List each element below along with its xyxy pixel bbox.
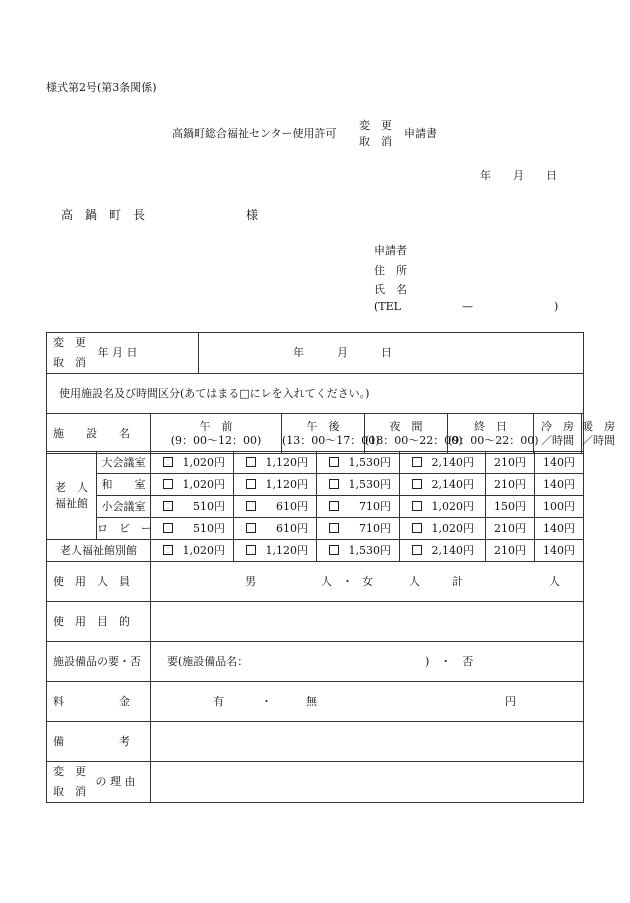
equipment-close: ) ・ 否 bbox=[425, 655, 474, 668]
checkbox-icon[interactable] bbox=[329, 501, 339, 511]
fee-yes[interactable]: 有 bbox=[213, 695, 224, 708]
checkbox-icon[interactable] bbox=[163, 501, 173, 511]
fee-night[interactable] bbox=[317, 540, 400, 562]
fee-value: 2,140円 bbox=[431, 543, 474, 557]
checkbox-icon[interactable] bbox=[329, 545, 339, 555]
reason-label-cell bbox=[47, 762, 151, 803]
fee-morning[interactable] bbox=[151, 496, 234, 518]
fee-value: 1,020円 bbox=[182, 543, 225, 557]
fee-allday[interactable] bbox=[400, 540, 486, 562]
col-afternoon-time: (13：00〜17：00) bbox=[282, 433, 380, 447]
col-morning bbox=[151, 414, 282, 454]
checkbox-icon[interactable] bbox=[246, 523, 256, 533]
fee-value: 510円 bbox=[193, 521, 225, 535]
fee-row-japanese-room bbox=[47, 474, 584, 496]
row-reason bbox=[47, 762, 584, 803]
col-cooling-unit: ／時間 bbox=[541, 433, 574, 447]
room-name: 和 室 bbox=[97, 474, 151, 496]
group-name-cell bbox=[47, 452, 97, 540]
notes-field[interactable] bbox=[151, 722, 584, 762]
row-users bbox=[47, 562, 584, 602]
date-label: 年 月 日 bbox=[97, 346, 138, 359]
fee-value: 610円 bbox=[276, 499, 308, 513]
fee-value: 1,120円 bbox=[265, 477, 308, 491]
instruction-text: 使用施設名及び時間区分(あてはまる□にレを入れてください。) bbox=[47, 374, 584, 414]
fee-allday[interactable] bbox=[400, 496, 486, 518]
fee-value: 510円 bbox=[193, 499, 225, 513]
checkbox-icon[interactable] bbox=[329, 479, 339, 489]
fee-afternoon[interactable] bbox=[234, 496, 317, 518]
facility-header: 施 設 名 bbox=[47, 414, 151, 454]
checkbox-icon[interactable] bbox=[163, 545, 173, 555]
row-fee bbox=[47, 682, 584, 722]
fee-afternoon[interactable] bbox=[234, 518, 317, 540]
col-heating-name: 暖 房 bbox=[582, 419, 615, 433]
fee-cooling: 210円 bbox=[486, 518, 535, 540]
addressee: 高 鍋 町 長 bbox=[61, 208, 146, 222]
applicant-name-label: 氏 名 bbox=[374, 283, 407, 296]
col-afternoon bbox=[282, 414, 380, 454]
reason-label: の 理 由 bbox=[95, 775, 136, 788]
title-prefix: 高鍋町総合福祉センター使用許可 bbox=[172, 127, 337, 140]
total-label: 計 bbox=[452, 575, 463, 588]
date-line: 年 月 日 bbox=[480, 169, 557, 182]
row-instruction bbox=[47, 374, 584, 414]
checkbox-icon[interactable] bbox=[412, 457, 422, 467]
female-label: 女 bbox=[362, 575, 373, 588]
row-column-headers bbox=[47, 414, 584, 454]
applicant-address-label: 住 所 bbox=[374, 264, 407, 277]
fee-value: 1,120円 bbox=[265, 543, 308, 557]
fee-cooling: 210円 bbox=[486, 452, 535, 474]
room-name: 大会議室 bbox=[97, 452, 151, 474]
col-allday bbox=[448, 414, 539, 454]
title-change: 変 更 bbox=[359, 119, 392, 132]
fee-cooling: 150円 bbox=[486, 496, 535, 518]
fee-value: 710円 bbox=[359, 521, 391, 535]
col-allday-time: (9：00〜22：00) bbox=[448, 433, 539, 447]
col-heating-unit: ／時間 bbox=[582, 433, 615, 447]
purpose-field[interactable] bbox=[151, 602, 584, 642]
change-date-field[interactable]: 年 月 日 bbox=[199, 333, 584, 374]
row-notes bbox=[47, 722, 584, 762]
col-cooling-name: 冷 房 bbox=[541, 419, 574, 433]
fee-morning[interactable] bbox=[151, 540, 234, 562]
fee-value: 1,020円 bbox=[431, 521, 474, 535]
fee-morning[interactable] bbox=[151, 518, 234, 540]
users-label: 使 用 人 員 bbox=[47, 562, 151, 602]
person-label: 人 bbox=[549, 575, 560, 588]
fee-value: 710円 bbox=[359, 499, 391, 513]
checkbox-icon[interactable] bbox=[412, 545, 422, 555]
fee-night[interactable] bbox=[317, 452, 400, 474]
checkbox-icon[interactable] bbox=[412, 523, 422, 533]
col-afternoon-name: 午 後 bbox=[306, 419, 340, 433]
checkbox-icon[interactable] bbox=[246, 501, 256, 511]
checkbox-icon[interactable] bbox=[163, 457, 173, 467]
fee-value: 1,020円 bbox=[182, 477, 225, 491]
fee-heating: 140円 bbox=[535, 474, 584, 496]
annex-name: 老人福祉館別館 bbox=[47, 540, 151, 562]
honorific: 様 bbox=[246, 208, 259, 222]
row-change-date bbox=[47, 333, 584, 374]
form-number: 様式第2号(第3条関係) bbox=[46, 81, 157, 94]
col-night bbox=[365, 414, 463, 454]
application-form-table bbox=[46, 332, 615, 454]
group-name: 老 人 福祉館 bbox=[55, 480, 88, 510]
col-cooling bbox=[534, 414, 582, 454]
fee-value: 1,120円 bbox=[265, 455, 308, 469]
purpose-label: 使 用 目 的 bbox=[47, 602, 151, 642]
col-morning-name: 午 前 bbox=[199, 419, 233, 433]
fee-value: 2,140円 bbox=[431, 455, 474, 469]
fee-morning[interactable] bbox=[151, 474, 234, 496]
checkbox-icon[interactable] bbox=[246, 457, 256, 467]
person-label: 人 bbox=[409, 575, 420, 588]
change-label: 変 更 bbox=[53, 336, 86, 349]
title-suffix: 申請書 bbox=[404, 127, 437, 140]
checkbox-icon[interactable] bbox=[412, 501, 422, 511]
fee-allday[interactable] bbox=[400, 474, 486, 496]
fee-no[interactable]: 無 bbox=[306, 695, 317, 708]
fee-allday[interactable] bbox=[400, 452, 486, 474]
checkbox-icon[interactable] bbox=[329, 457, 339, 467]
checkbox-icon[interactable] bbox=[246, 545, 256, 555]
room-name: 小会議室 bbox=[97, 496, 151, 518]
equipment-label: 施設備品の要・否 bbox=[47, 642, 151, 682]
col-heating bbox=[582, 414, 615, 454]
fee-night[interactable] bbox=[317, 474, 400, 496]
row-equipment bbox=[47, 642, 584, 682]
fee-night[interactable] bbox=[317, 496, 400, 518]
applicant-tel-close: ) bbox=[554, 300, 559, 313]
col-allday-name: 終 日 bbox=[474, 419, 507, 433]
fee-value: 1,530円 bbox=[348, 455, 391, 469]
checkbox-icon[interactable] bbox=[329, 523, 339, 533]
col-night-time: (18：00〜22：00) bbox=[365, 433, 463, 447]
reason-field[interactable] bbox=[151, 762, 584, 803]
fee-value: 1,530円 bbox=[348, 477, 391, 491]
change-cancel-date-label bbox=[47, 333, 199, 374]
fee-row-annex bbox=[47, 540, 584, 562]
title-cancel: 取 消 bbox=[359, 135, 392, 148]
change-label: 変 更 bbox=[53, 765, 86, 778]
fee-heating: 140円 bbox=[535, 518, 584, 540]
fee-morning[interactable] bbox=[151, 452, 234, 474]
fee-value: 1,020円 bbox=[182, 455, 225, 469]
cancel-label: 取 消 bbox=[53, 356, 86, 369]
checkbox-icon[interactable] bbox=[163, 523, 173, 533]
fee-heating: 140円 bbox=[535, 452, 584, 474]
fee-value: 2,140円 bbox=[431, 477, 474, 491]
fee-allday[interactable] bbox=[400, 518, 486, 540]
person-label: 人 bbox=[321, 575, 332, 588]
applicant-label: 申請者 bbox=[374, 244, 407, 257]
checkbox-icon[interactable] bbox=[163, 479, 173, 489]
row-purpose bbox=[47, 602, 584, 642]
male-label: 男 bbox=[245, 575, 256, 588]
cancel-label: 取 消 bbox=[53, 785, 86, 798]
fee-value: 610円 bbox=[276, 521, 308, 535]
fee-row-large-meeting bbox=[47, 452, 584, 474]
users-field[interactable] bbox=[151, 562, 584, 602]
fee-night[interactable] bbox=[317, 518, 400, 540]
fee-afternoon[interactable] bbox=[234, 540, 317, 562]
fee-heating: 100円 bbox=[535, 496, 584, 518]
fee-heating: 140円 bbox=[535, 540, 584, 562]
applicant-tel-open: (TEL bbox=[374, 300, 401, 313]
equipment-need: 要(施設備品名： bbox=[167, 655, 249, 668]
fee-afternoon[interactable] bbox=[234, 474, 317, 496]
details-table bbox=[46, 561, 584, 803]
checkbox-icon[interactable] bbox=[412, 479, 422, 489]
fee-row-lobby bbox=[47, 518, 584, 540]
checkbox-icon[interactable] bbox=[246, 479, 256, 489]
room-name: ロ ビ ー bbox=[97, 518, 151, 540]
fee-afternoon[interactable] bbox=[234, 452, 317, 474]
fee-yen: 円 bbox=[505, 695, 516, 708]
separator-dot: ・ bbox=[342, 575, 353, 588]
col-morning-time: (9：00〜12：00) bbox=[170, 433, 262, 447]
equipment-field[interactable] bbox=[151, 642, 584, 682]
fee-table bbox=[46, 451, 584, 562]
fee-row-small-meeting bbox=[47, 496, 584, 518]
fee-label: 料 金 bbox=[47, 682, 151, 722]
notes-label: 備 考 bbox=[47, 722, 151, 762]
fee-value: 1,530円 bbox=[348, 543, 391, 557]
separator-dot: ・ bbox=[261, 695, 272, 708]
fee-value: 1,020円 bbox=[431, 499, 474, 513]
col-night-name: 夜 間 bbox=[389, 419, 423, 433]
fee-cooling: 210円 bbox=[486, 474, 535, 496]
applicant-tel-dash: — bbox=[462, 300, 473, 313]
fee-cooling: 210円 bbox=[486, 540, 535, 562]
fee-field[interactable] bbox=[151, 682, 584, 722]
